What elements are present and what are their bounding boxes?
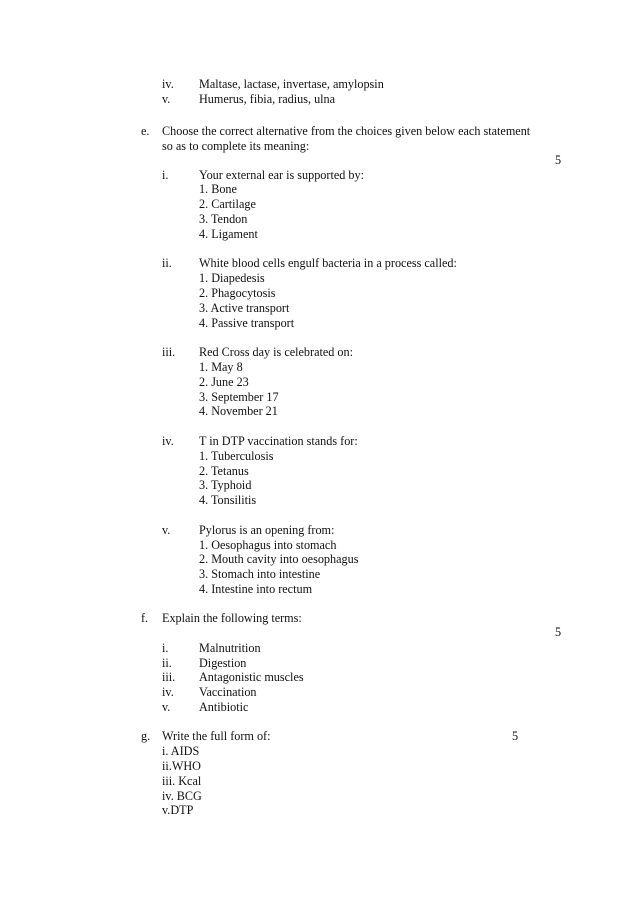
abbreviation: iv. BCG: [162, 789, 202, 803]
option: 3. Stomach into intestine: [199, 567, 321, 581]
question-number: ii.: [162, 256, 172, 270]
question-number: iii.: [162, 345, 176, 359]
question-number: i.: [162, 641, 169, 655]
question-number: v.: [162, 92, 171, 106]
question-text: Your external ear is supported by:: [199, 168, 364, 182]
option: 3. Active transport: [199, 301, 290, 315]
abbreviation: v.DTP: [162, 803, 194, 817]
section-instruction: Write the full form of:: [162, 729, 271, 743]
question-number: ii.: [162, 656, 172, 670]
question-number: v.: [162, 700, 171, 714]
question-number: iv.: [162, 685, 174, 699]
answer-line: Maltase, lactase, invertase, amylopsin: [199, 77, 384, 91]
section-letter: f.: [141, 611, 149, 625]
section-instruction: Choose the correct alternative from the choices given below each statement: [162, 124, 531, 138]
section-letter: e.: [141, 124, 150, 138]
abbreviation: ii.WHO: [162, 759, 201, 773]
question-text: T in DTP vaccination stands for:: [199, 434, 358, 448]
option: 4. Intestine into rectum: [199, 582, 313, 596]
option: 2. Phagocytosis: [199, 286, 276, 300]
question-number: iv.: [162, 434, 174, 448]
section-instruction: so as to complete its meaning:: [162, 139, 310, 153]
option: 1. Oesophagus into stomach: [199, 538, 337, 552]
option: 2. Mouth cavity into oesophagus: [199, 552, 359, 566]
question-text: Red Cross day is celebrated on:: [199, 345, 353, 359]
term: Antagonistic muscles: [199, 670, 304, 684]
option: 4. Ligament: [199, 227, 258, 241]
abbreviation: i. AIDS: [162, 744, 200, 758]
option: 3. September 17: [199, 390, 279, 404]
option: 1. May 8: [199, 360, 243, 374]
question-number: iv.: [162, 77, 174, 91]
option: 3. Tendon: [199, 212, 248, 226]
option: 4. Tonsilitis: [199, 493, 257, 507]
answer-line: Humerus, fibia, radius, ulna: [199, 92, 336, 106]
term: Vaccination: [199, 685, 257, 699]
question-number: v.: [162, 523, 171, 537]
option: 3. Typhoid: [199, 478, 252, 492]
option: 2. Cartilage: [199, 197, 256, 211]
term: Malnutrition: [199, 641, 261, 655]
option: 2. Tetanus: [199, 464, 249, 478]
term: Digestion: [199, 656, 247, 670]
option: 2. June 23: [199, 375, 249, 389]
question-text: Pylorus is an opening from:: [199, 523, 335, 537]
option: 1. Diapedesis: [199, 271, 265, 285]
section-instruction: Explain the following terms:: [162, 611, 302, 625]
marks: 5: [555, 625, 562, 639]
section-letter: g.: [141, 729, 151, 743]
option: 1. Bone: [199, 182, 237, 196]
question-number: i.: [162, 168, 169, 182]
option: 4. Passive transport: [199, 316, 295, 330]
option: 1. Tuberculosis: [199, 449, 274, 463]
option: 4. November 21: [199, 404, 278, 418]
abbreviation: iii. Kcal: [162, 774, 202, 788]
question-text: White blood cells engulf bacteria in a process called:: [199, 256, 457, 270]
marks: 5: [512, 729, 519, 743]
term: Antibiotic: [199, 700, 249, 714]
question-number: iii.: [162, 670, 176, 684]
marks: 5: [555, 153, 562, 167]
